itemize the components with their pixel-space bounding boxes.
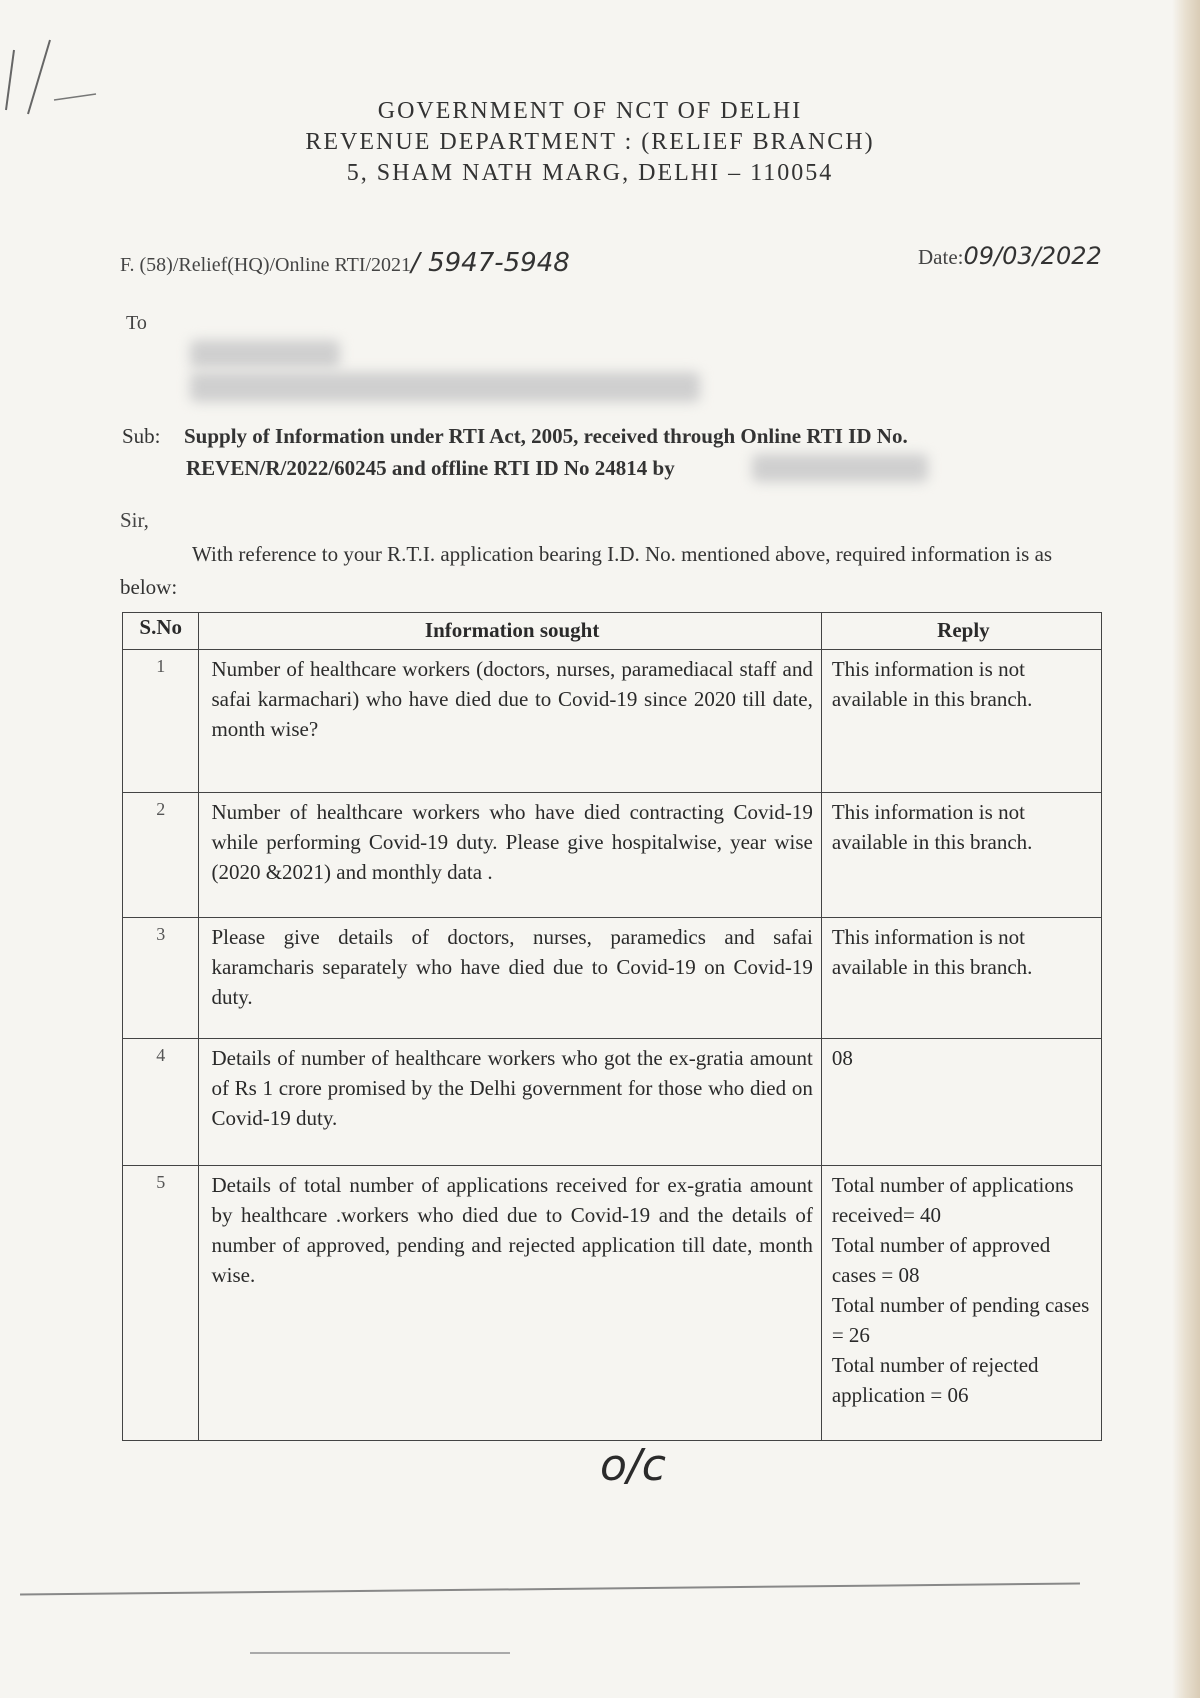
bottom-rule-short [250,1652,510,1654]
table-header-row [123,613,1102,650]
subject-line-1: Supply of Information under RTI Act, 2005, received through Online RTI ID No. [184,424,908,448]
row-info: Number of healthcare workers who have died contracting Covid-19 while performing Covid-19 duty. Please give hospitalwise, year wise (2020 &2021) and monthly data . [199,793,821,918]
letterhead-line-3: 5, SHAM NATH MARG, DELHI – 110054 [346,160,834,186]
letterhead [0,96,1180,189]
paper-edge [1172,0,1200,1698]
table-row [123,1166,1102,1441]
row-info: Details of total number of applications received for ex-gratia amount by healthcare .workers who died due to Covid-19 and the details of number of approved, pending and rejected application till date, month wise. [199,1166,821,1441]
information-table [122,612,1102,1441]
reply-line: Total number of applications received= 40 [831,1173,1074,1227]
bottom-rule [20,1582,1080,1595]
file-number-printed: F. (58)/Relief(HQ)/Online RTI/2021 [120,254,412,276]
redacted-address [190,372,700,402]
row-sno: 2 [123,793,199,918]
letterhead-line-2: REVENUE DEPARTMENT : (RELIEF BRANCH) [305,129,875,155]
table-row [123,793,1102,918]
salutation: Sir, [120,508,149,532]
table-row [123,650,1102,793]
letterhead-line-1: GOVERNMENT OF NCT OF DELHI [377,98,803,124]
date-handwritten: 09/03/2022 [963,242,1102,270]
subject [122,420,1072,484]
reply-line: Total number of rejected application = 06 [831,1353,1039,1407]
row-sno: 1 [123,650,199,793]
table-row [123,1039,1102,1166]
row-info: Please give details of doctors, nurses, paramedics and safai karamcharis separately who have died due to Covid-19 on Covid-19 duty. [199,918,821,1039]
reply-line: Total number of approved cases = 08 [831,1233,1051,1287]
redacted-name [190,340,340,368]
row-info: Number of healthcare workers (doctors, nurses, paramediacal staff and safai karmachari) who have died due to Covid-19 since 2020 till date, month wise? [199,650,821,793]
subject-label: Sub: [122,424,161,448]
row-reply: This information is not available in this branch. [821,793,1101,918]
row-sno: 3 [123,918,199,1039]
handwritten-initials: o/c [600,1440,666,1491]
header-reply: Reply [821,613,1101,650]
letter-date [918,242,1102,270]
file-number-handwritten: / 5947-5948 [411,248,570,278]
body-paragraph: With reference to your R.T.I. application bearing I.D. No. mentioned above, required information is as below: [120,542,1053,599]
row-sno: 4 [123,1039,199,1166]
row-reply: This information is not available in this branch. [821,918,1101,1039]
header-sno: S.No [123,613,199,650]
row-reply: 08 [821,1039,1101,1166]
file-number [120,248,570,278]
row-info: Details of number of healthcare workers who got the ex-gratia amount of Rs 1 crore promised by the Delhi government for those who died on Covid-19 duty. [199,1039,821,1166]
row-sno: 5 [123,1166,199,1441]
row-reply: This information is not available in this branch. [821,650,1101,793]
to-label: To [126,312,147,334]
row-reply [821,1166,1101,1441]
date-label: Date: [918,245,964,269]
header-information-sought: Information sought [199,613,821,650]
reply-line: Total number of pending cases = 26 [831,1293,1090,1347]
subject-line-2: REVEN/R/2022/60245 and offline RTI ID No 24814 by [186,456,675,480]
table-row [123,918,1102,1039]
redacted-applicant [752,454,928,482]
